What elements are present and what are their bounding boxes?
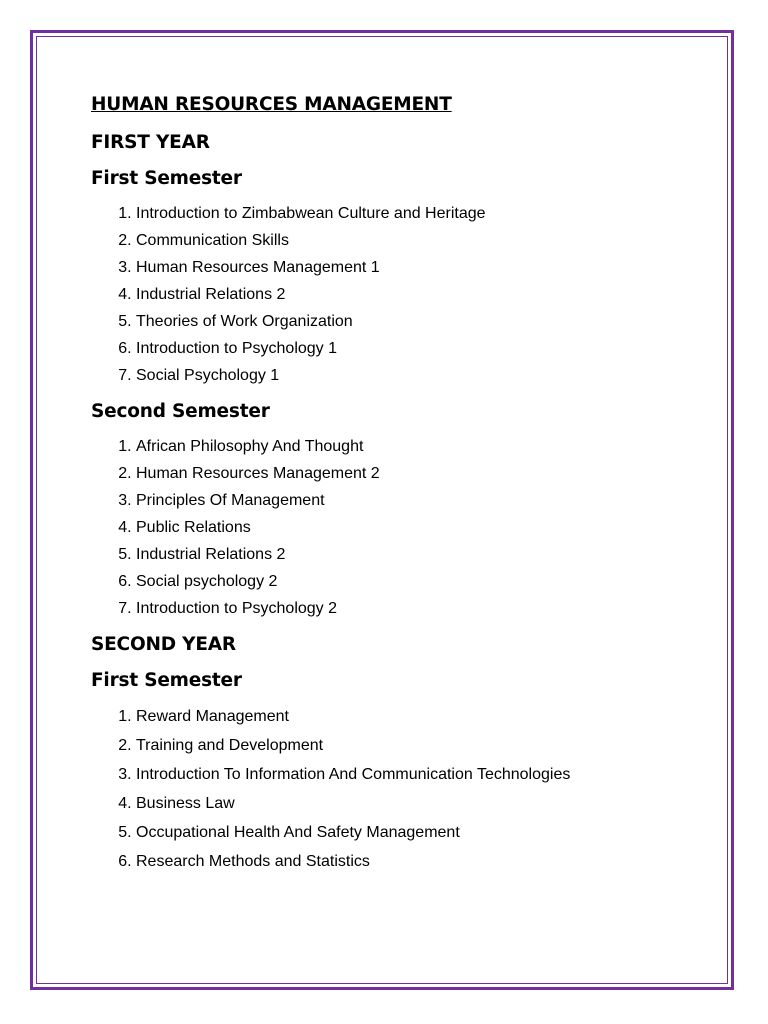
list-item: 3. Introduction To Information And Communication Technologies [136,760,711,789]
document-content [91,92,711,886]
document-title: HUMAN RESOURCES MANAGEMENT [91,94,452,115]
semester-section [91,166,711,389]
semester-heading: First Semester [91,168,242,189]
semester-section [91,668,711,876]
list-item: 3. Principles Of Management [136,487,711,514]
year-heading: FIRST YEAR [91,132,210,153]
list-item: 2. Training and Development [136,731,711,760]
year-section-second [91,632,711,876]
list-item: 7. Social Psychology 1 [136,362,711,389]
list-item: 5. Theories of Work Organization [136,308,711,335]
list-item: 5. Occupational Health And Safety Management [136,818,711,847]
course-list [91,433,711,622]
list-item: 1. Reward Management [136,702,711,731]
list-item: 1. Introduction to Zimbabwean Culture and Heritage [136,200,711,227]
list-item: 4. Public Relations [136,514,711,541]
list-item: 3. Human Resources Management 1 [136,254,711,281]
year-heading: SECOND YEAR [91,634,236,655]
list-item: 7. Introduction to Psychology 2 [136,595,711,622]
list-item: 6. Research Methods and Statistics [136,847,711,876]
list-item: 2. Human Resources Management 2 [136,460,711,487]
year-section-first [91,130,711,622]
semester-heading: Second Semester [91,401,270,422]
list-item: 6. Introduction to Psychology 1 [136,335,711,362]
list-item: 4. Business Law [136,789,711,818]
list-item: 5. Industrial Relations 2 [136,541,711,568]
semester-section [91,399,711,622]
semester-heading: First Semester [91,670,242,691]
course-list [91,702,711,876]
list-item: 4. Industrial Relations 2 [136,281,711,308]
list-item: 2. Communication Skills [136,227,711,254]
course-list [91,200,711,389]
list-item: 6. Social psychology 2 [136,568,711,595]
list-item: 1. African Philosophy And Thought [136,433,711,460]
